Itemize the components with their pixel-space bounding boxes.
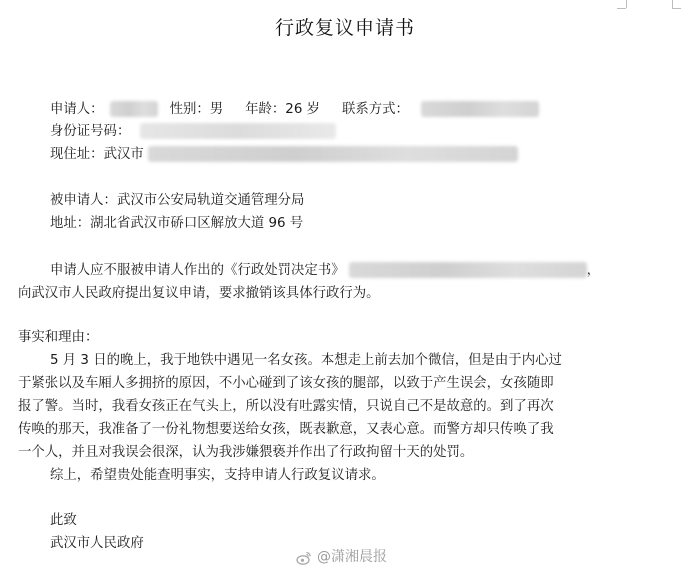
redacted-address [148,146,518,162]
applicant-row [50,98,539,121]
redacted-contact [421,101,539,117]
id-number-label: 身份证号码： [50,124,131,139]
facts-line-2: 于紧张以及车厢人多拥挤的原因，不小心碰到了该女孩的腿部，以致于产生误会，女孩随即 [18,376,554,391]
facts-line-3: 报了警。当时，我看女孩正在气头上，所以没有吐露实情，只说自己不是故意的。到了再次 [18,399,554,414]
request-line-1-end: ， [586,263,600,278]
respondent-name: 武汉市公安局轨道交通管理分局 [116,193,305,208]
applicant-name-label: 申请人： [50,102,104,117]
respondent-row [50,189,304,212]
redacted-applicant-name [110,101,158,117]
respondent-address-label: 地址： [50,216,91,231]
document-title: 行政复议申请书 [274,17,415,39]
redacted-id-number [140,123,336,139]
request-line-2: 向武汉市人民政府提出复议申请，要求撤销该具体行政行为。 [18,286,380,301]
facts-heading: 事实和理由： [18,330,99,345]
address-label: 现住址： [50,147,104,162]
facts-line-4: 传唤的那天，我准备了一份礼物想要送给女孩，既表歉意，又表心意。而警方却只传唤了我 [18,422,554,437]
gender-label: 性别： [169,102,210,117]
respondent-label: 被申请人： [50,193,117,208]
respondent-address: 湖北省武汉市硚口区解放大道 96 号 [90,216,304,231]
respondent-address-row [50,212,303,235]
request-line-1 [50,259,600,282]
watermark [296,546,387,569]
closing-recipient: 武汉市人民政府 [50,536,144,551]
id-number-row [50,120,336,143]
address-visible: 武汉市 [103,147,144,162]
watermark-text: @潇湘晨报 [317,549,387,565]
redacted-decision-number [349,262,587,278]
contact-label: 联系方式： [341,102,409,117]
closing-salutation: 此致 [50,513,77,528]
address-row [50,143,518,166]
age-label: 年龄： [245,102,286,117]
gender-value: 男 [209,102,224,117]
weibo-logo-icon [296,550,312,566]
request-text-1: 申请人应不服被申请人作出的《行政处罚决定书》 [50,263,345,278]
age-value: 26 岁 [285,102,320,117]
facts-line-5: 一个人，并且对我误会很深，认为我涉嫌猥亵并作出了行政拘留十天的处罚。 [18,445,474,460]
facts-conclusion: 综上，希望贵处能查明事实，支持申请人行政复议请求。 [50,468,385,483]
facts-line-1: 5 月 3 日的晚上，我于地铁中遇见一名女孩。本想走上前去加个微信，但是由于内心过 [50,353,562,368]
